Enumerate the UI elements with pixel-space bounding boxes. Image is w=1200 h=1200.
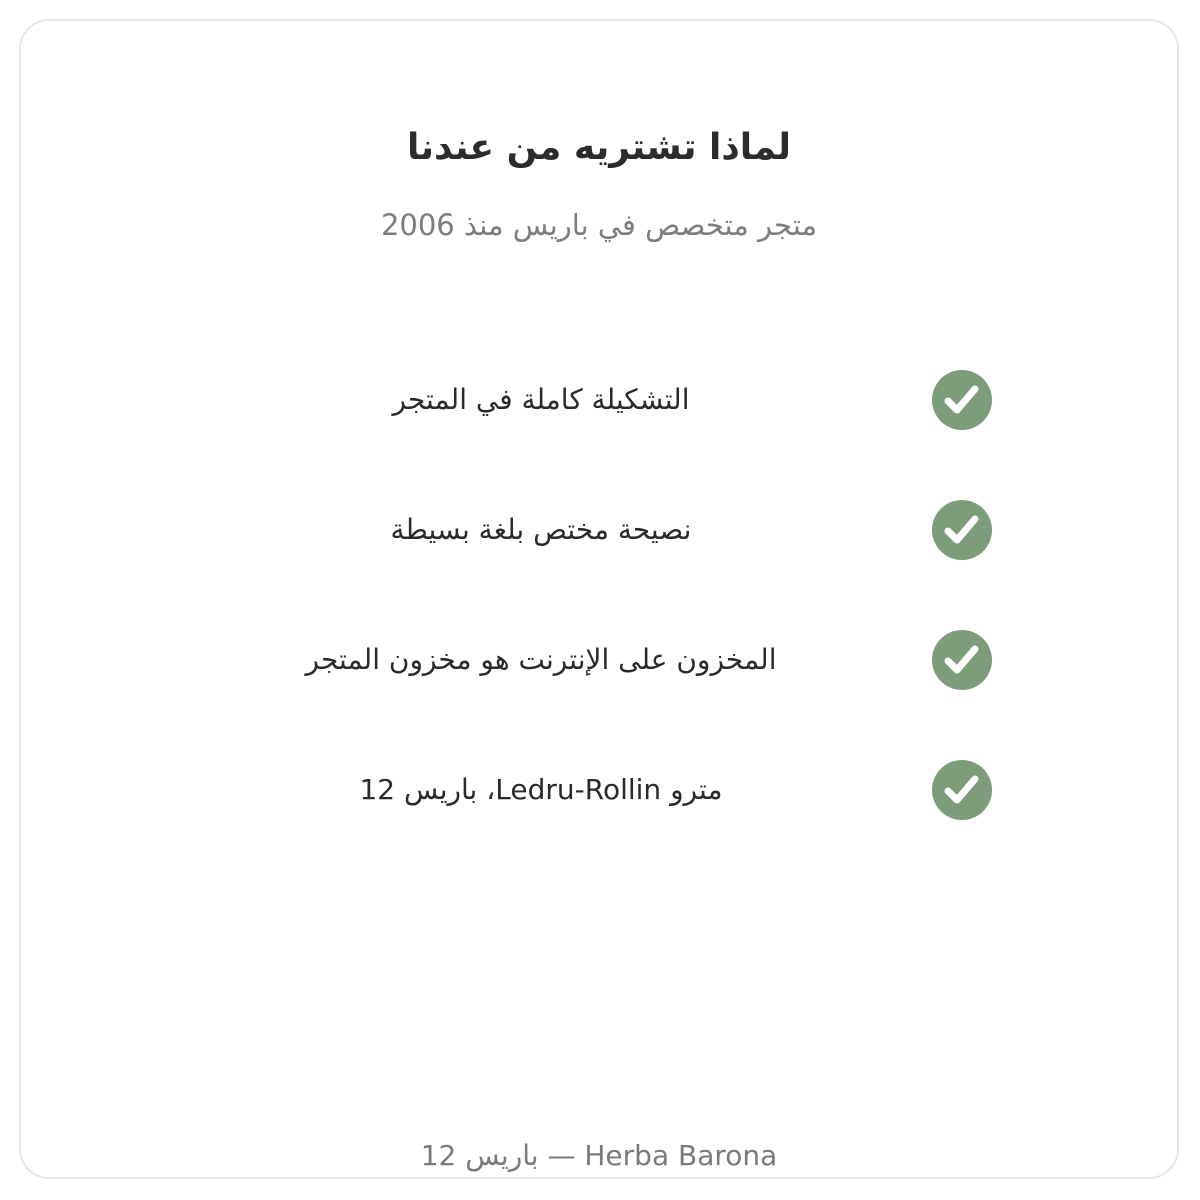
feature-item	[21, 629, 1177, 691]
check-circle-icon	[931, 499, 993, 561]
page-subtitle: متجر متخصص في باريس منذ 2006	[380, 208, 818, 242]
check-circle-icon	[931, 629, 993, 691]
feature-item	[21, 759, 1177, 821]
check-circle-icon	[931, 759, 993, 821]
feature-label: مترو Ledru-Rollin، باريس 12	[359, 773, 723, 806]
feature-item	[21, 499, 1177, 561]
feature-list	[21, 21, 1177, 1177]
feature-label: التشكيلة كاملة في المتجر	[392, 383, 690, 416]
footer-text: Herba Barona — باريس 12	[420, 1139, 778, 1172]
feature-label: نصيحة مختص بلغة بسيطة	[390, 513, 692, 546]
feature-label: المخزون على الإنترنت هو مخزون المتجر	[305, 643, 777, 676]
feature-item	[21, 369, 1177, 431]
check-circle-icon	[931, 369, 993, 431]
info-card	[19, 19, 1179, 1179]
page-title: لماذا تشتريه من عندنا	[407, 127, 791, 168]
